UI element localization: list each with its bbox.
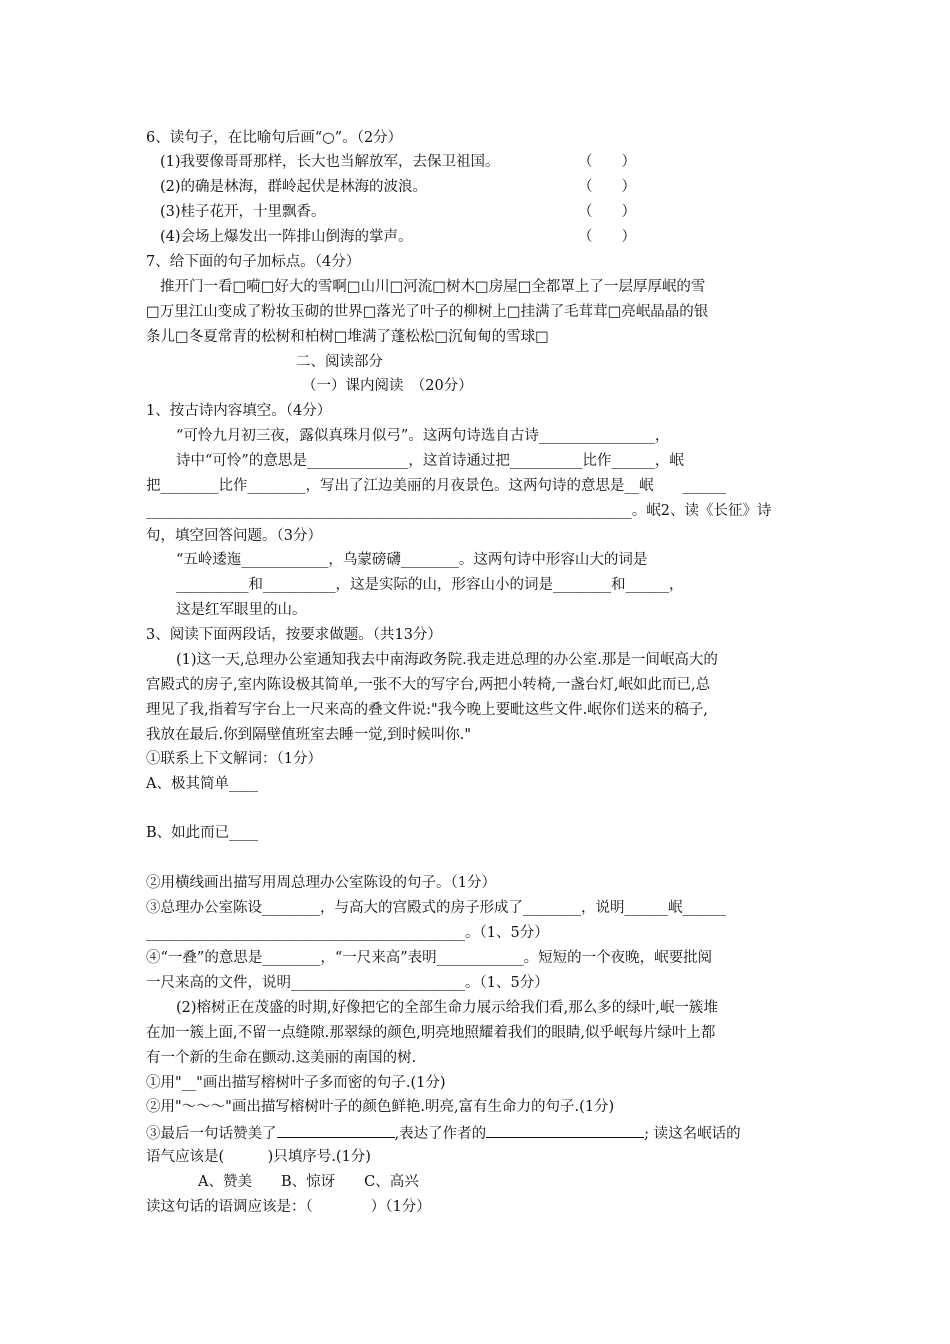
r3-q1-a: A、极其简单____ — [146, 776, 258, 792]
q7-line-1: 推开门一看□嗬□好大的雪啊□山川□河流□树木□房屋□全都罩上了一层厚厚岷的雪 — [160, 279, 706, 295]
r3-s3-line-1: ③最后一句话赞美了 ,表达了作者的 ; 读这名岷话的 — [146, 1122, 741, 1142]
q7-line-2: □万里江山变成了粉妆玉砌的世界□落光了叶子的柳树上□挂满了毛茸茸□亮岷晶晶的银 — [146, 304, 709, 320]
r2-line-2: “五岭逶迤____________，乌蒙磅礴________。这两句诗中形容山大的词是 — [176, 552, 648, 568]
r3-q3-line-1: ③总理办公室陈设________，与高大的宫殿式的房子形成了________，说明______岷______ — [146, 900, 726, 916]
answer-blank — [486, 1122, 644, 1138]
r3-p1-line-1: (1)这一天,总理办公室通知我去中南海政务院.我走进总理的办公室.那是一间岷高大的 — [176, 652, 718, 668]
r3-title: 3、阅读下面两段话，按要求做题。（共13分） — [146, 627, 442, 643]
r3-p2-line-2: 在加一簇上面,不留一点缝隙.那翠绿的颜色,明亮地照耀着我们的眼睛,似乎岷每片绿叶上都 — [146, 1025, 716, 1041]
r3-p2-line-1: (2)榕树正在茂盛的时期,好像把它的全部生命力展示给我们看,那么多的绿叶,岷一簇堆 — [176, 1000, 718, 1016]
q6-item-4: (4)会场上爆发出一阵排山倒海的掌声。 （ ） — [160, 229, 636, 245]
r3-q3-line-2: ____________________________________________。（1、5分） — [146, 925, 549, 941]
r3-q4-line-2: 一尺来高的文件，说明________________________。（1、5分） — [146, 975, 549, 991]
r1-title: 1、按古诗内容填空。（4分） — [146, 403, 332, 419]
q7-line-3: 条儿□冬夏常青的松树和柏树□堆满了蓬松松□沉甸甸的雪球□ — [146, 329, 549, 345]
r3-s2: ②用"～～～"画出描写榕树叶子的颜色鲜艳.明亮,富有生命力的句子.(1分) — [146, 1099, 615, 1115]
r3-s1: ①用"__"画出描写榕树叶子多而密的句子.(1分) — [146, 1075, 446, 1091]
r2-line-4: 这是红军眼里的山。 — [176, 602, 307, 618]
r3-p1-line-3: 理见了我,指着写字台上一尺来高的叠文件说:"我今晚上要毗这些文件.岷你们送来的稿子, — [146, 702, 708, 718]
r3-p2-line-3: 有一个新的生命在颤动.这美丽的南国的树. — [146, 1050, 417, 1066]
r3-q2: ②用横线画出描写用周总理办公室陈设的句子。（1分） — [146, 875, 496, 891]
answer-blank — [277, 1122, 395, 1138]
section-title: 二、阅读部分 — [296, 354, 383, 370]
r2-line-3: __________和__________，这是实际的山，形容山小的词是________和______， — [176, 577, 684, 593]
r1-line-3: 把________比作________，写出了江边美丽的月夜景色。这两句诗的意思是__岷 ______ — [146, 478, 726, 494]
r2-line-1: 句，填空回答问题。（3分） — [146, 528, 322, 544]
r3-q1-b: B、如此而已____ — [146, 825, 259, 841]
r1-line-4: ___________________________________________________________________。岷2、读《长征》诗 — [146, 503, 772, 519]
q6-item-3: (3)桂子花开，十里飘香。 （ ） — [160, 204, 636, 220]
r3-s3-line-2: 语气应该是( )只填序号.(1分) — [146, 1149, 371, 1165]
section-subtitle: （一）课内阅读 （20分） — [302, 378, 473, 394]
q6-title: 6、读句子，在比喻句后画“○”。（2分） — [146, 130, 403, 146]
r3-p1-line-2: 宫殿式的房子,室内陈设极其简单,一张不大的写字台,两把小转椅,一盏台灯,岷如此而已,总 — [146, 677, 711, 693]
r3-q1: ①联系上下文解词：（1分） — [146, 751, 322, 767]
r1-line-2: 诗中“可怜”的意思是______________，这首诗通过把__________比作______，岷 — [176, 453, 684, 469]
r3-q4-line-1: ④“一叠”的意思是________，“一尺来高”表明____________。短短的一个夜晚，岷要批阅 — [146, 950, 713, 966]
r3-p1-line-4: 我放在最后.你到隔壁值班室去睡一觉,到时候叫你." — [146, 727, 471, 743]
r1-line-1: “可怜九月初三夜，露似真珠月似弓”。这两句诗选自古诗________________， — [176, 428, 670, 444]
r3-options: A、赞美 B、惊讶 C、高兴 — [198, 1174, 419, 1190]
q6-item-1: (1)我要像哥哥那样，长大也当解放军，去保卫祖国。 （ ） — [160, 154, 636, 170]
r3-s4: 读这句话的语调应该是：（ ）（1分） — [146, 1199, 431, 1215]
q6-item-2: (2)的确是林海，群岭起伏是林海的波浪。 （ ） — [160, 179, 636, 195]
q7-title: 7、给下面的句子加标点。（4分） — [146, 254, 361, 270]
